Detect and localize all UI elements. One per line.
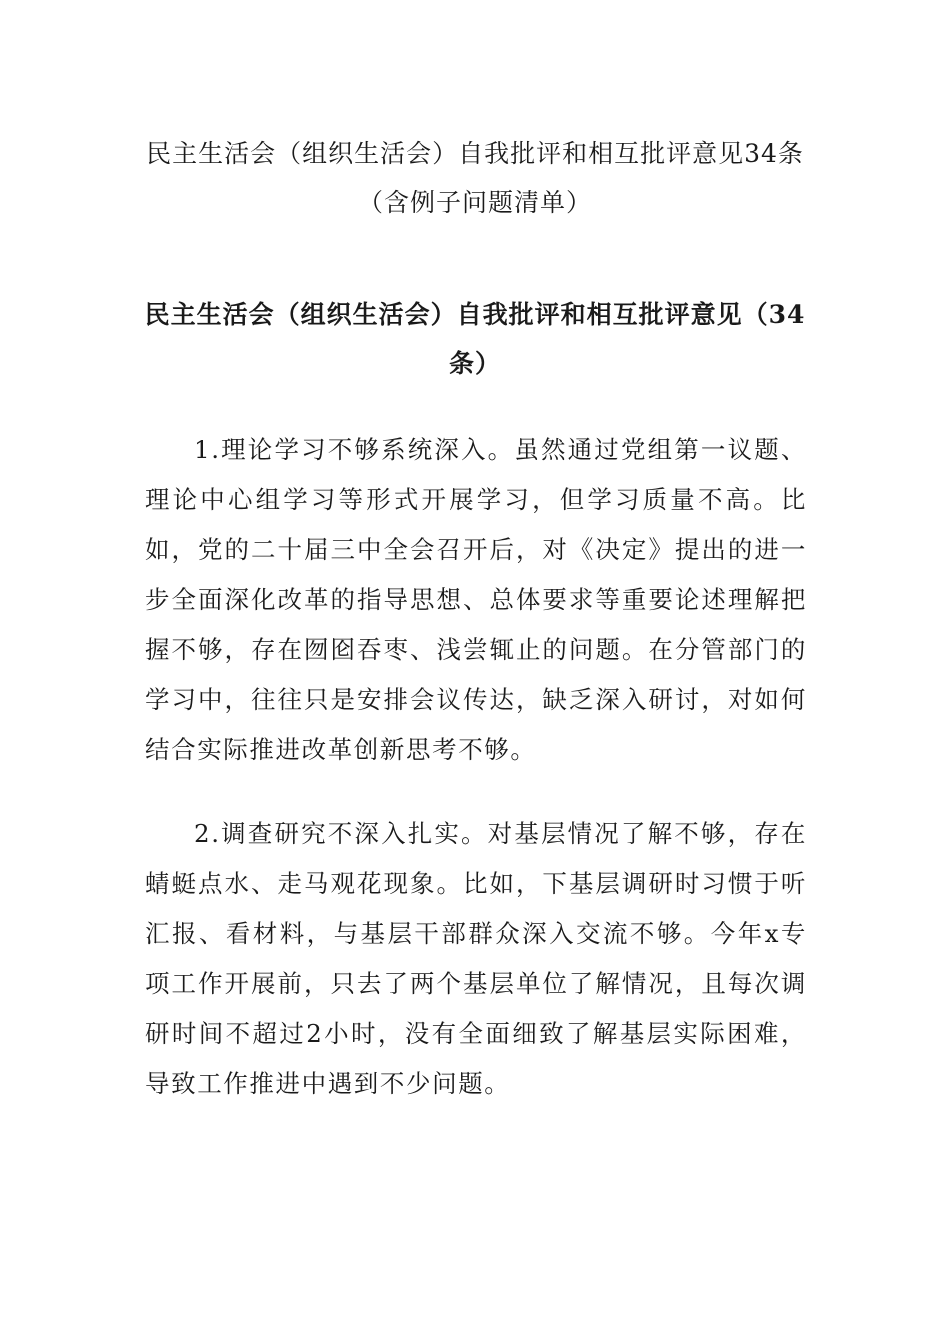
section-heading-line-1: 民主生活会（组织生活会）自我批评和相互批评意见（34 xyxy=(144,300,806,329)
document-title-line-2: （含例子问题清单） xyxy=(357,188,592,217)
paragraph-2 xyxy=(145,809,807,1109)
section-heading-line-2: 条） xyxy=(448,349,501,378)
paragraph-1 xyxy=(145,425,807,775)
document-title xyxy=(120,129,830,227)
section-heading xyxy=(120,290,830,388)
paragraph-1-text: 1.理论学习不够系统深入。虽然通过党组第一议题、理论中心组学习等形式开展学习，但学习质量不高。比如，党的二十届三中全会召开后，对《决定》提出的进一步全面深化改革的指导思想、总体要求等重要论述理解把握不够，存在囫囵吞枣、浅尝辄止的问题。在分管部门的学习中，往往只是安排会议传达，缺乏深入研讨，对如何结合实际推进改革创新思考不够。 xyxy=(145,435,807,764)
paragraph-2-text: 2.调查研究不深入扎实。对基层情况了解不够，存在蜻蜓点水、走马观花现象。比如，下基层调研时习惯于听汇报、看材料，与基层干部群众深入交流不够。今年x专项工作开展前，只去了两个基层单位了解情况，且每次调研时间不超过2小时，没有全面细致了解基层实际困难，导致工作推进中遇到不少问题。 xyxy=(145,819,807,1098)
document-title-line-1: 民主生活会（组织生活会）自我批评和相互批评意见34条 xyxy=(146,139,804,168)
